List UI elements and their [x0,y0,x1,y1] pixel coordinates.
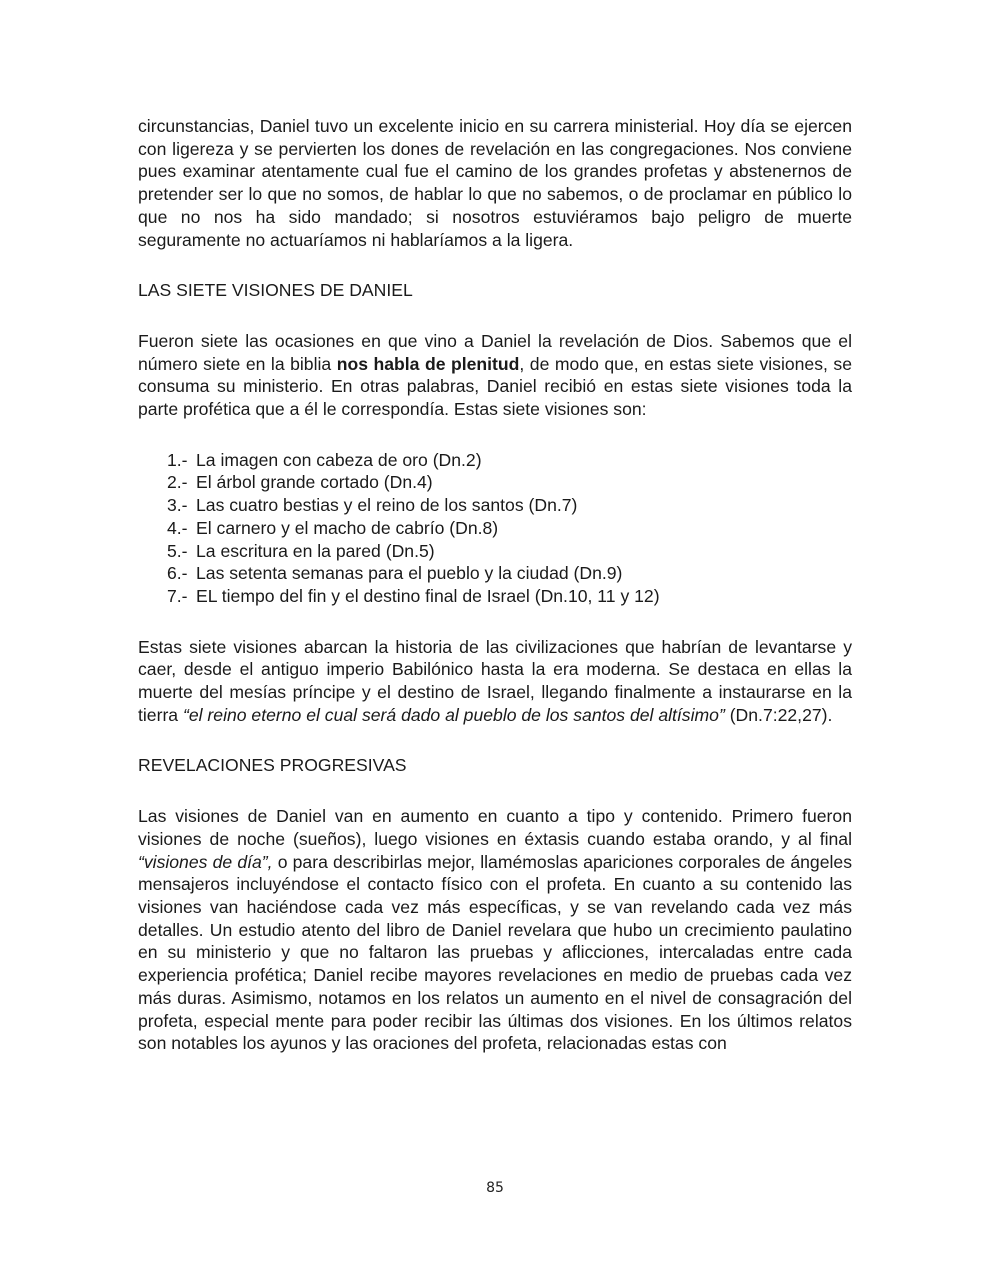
paragraph-intro: circunstancias, Daniel tuvo un excelente inicio en su carrera ministerial. Hoy día se ejercen con ligereza y se pervierten los dones de revelación en las congregaciones. Nos conviene pues examinar atentamente cual fue el camino de los grandes profetas y abstenernos de pretender ser lo que no somos, de hablar lo que no sabemos, o de proclamar en público lo que no nos ha sido mandado; si nosotros estuviéramos bajo peligro de muerte seguramente no actuaríamos ni hablaríamos a la ligera. [138,116,852,250]
paragraph-revelaciones [138,805,852,1055]
list-item-number: 6.- [167,563,188,584]
paragraph-text: , de modo que, en estas siete visiones, se consuma su ministerio. En otras palabras, Daniel recibió en estas siete visiones toda la parte profética que a él le correspondía. Estas siete visiones son: [138,353,852,420]
paragraph-text: Fueron siete las ocasiones en que vino a Daniel la revelación de Dios. Sabemos que el número siete en la biblia [138,330,852,374]
paragraph-text: Las visiones de Daniel van en aumento en cuanto a tipo y contenido. Primero fueron visiones de noche (sueños), luego visiones en éxtasis cuando estaba orando, y al final [138,806,852,849]
page-number: 85 [486,1180,504,1196]
list-item-text: EL tiempo del fin y el destino final de Israel (Dn.10, 11 y 12) [196,585,660,606]
visions-list [138,449,852,608]
paragraph-text: Estas siete visiones abarcan la historia de las civilizaciones que habrían de levantarse y caer, desde el antiguo imperio Babilónico hasta la era moderna. Se destaca en ellas la muerte del mesías príncipe y el destino de Israel, llegando finalmente a instaurarse en la tierra [138,636,852,725]
list-item [167,494,852,517]
list-item-number: 5.- [167,540,188,561]
list-item [167,540,852,563]
list-item-text: Las cuatro bestias y el reino de los santos (Dn.7) [196,495,578,516]
list-item-text: El árbol grande cortado (Dn.4) [196,472,433,493]
page-body [138,115,852,1055]
list-item [167,585,852,608]
paragraph-text: (Dn.7:22,27). [724,704,833,725]
list-item-text: La escritura en la pared (Dn.5) [196,540,435,561]
paragraph-text: o para describirlas mejor, llamémoslas apariciones corporales de ángeles mensajeros incluyéndose el contacto físico con el profeta. En cuanto a su contenido las visiones van haciéndose cada vez más específicas, y se van revelando cada vez más detalles. Un estudio atento del libro de Daniel revelara que hubo un crecimiento paulatino en su ministerio y que no faltaron las pruebas y aflicciones, intercaladas entre cada experiencia profética; Daniel recibe mayores revelaciones en medio de pruebas cada vez más duras. Asimismo, notamos en los relatos un aumento en el nivel de consagración del profeta, especial mente para poder recibir las últimas dos visiones. En los últimos relatos son notables los ayunos y las oraciones del profeta, relacionadas estas con [138,851,852,1054]
italic-quote: “el reino eterno el cual será dado al pueblo de los santos del altísimo” [182,704,725,725]
list-item-number: 3.- [167,495,188,516]
list-item [167,562,852,585]
paragraph-siete-visiones [138,330,852,421]
list-item-number: 1.- [167,449,188,470]
list-item-text: Las setenta semanas para el pueblo y la ciudad (Dn.9) [196,563,623,584]
list-item-text: El carnero y el macho de cabrío (Dn.8) [196,517,499,538]
section-heading-revelaciones: REVELACIONES PROGRESIVAS [138,755,407,776]
list-item [167,517,852,540]
section-heading-siete-visiones: LAS SIETE VISIONES DE DANIEL [138,280,413,301]
list-item [167,449,852,472]
list-item-number: 4.- [167,517,188,538]
bold-phrase: nos habla de plenitud [336,353,520,374]
list-item-number: 2.- [167,472,188,493]
list-item [167,471,852,494]
paragraph-civilizaciones [138,636,852,727]
list-item-text: La imagen con cabeza de oro (Dn.2) [196,449,482,470]
italic-quote: “visiones de día”, [138,851,273,872]
list-item-number: 7.- [167,585,188,606]
